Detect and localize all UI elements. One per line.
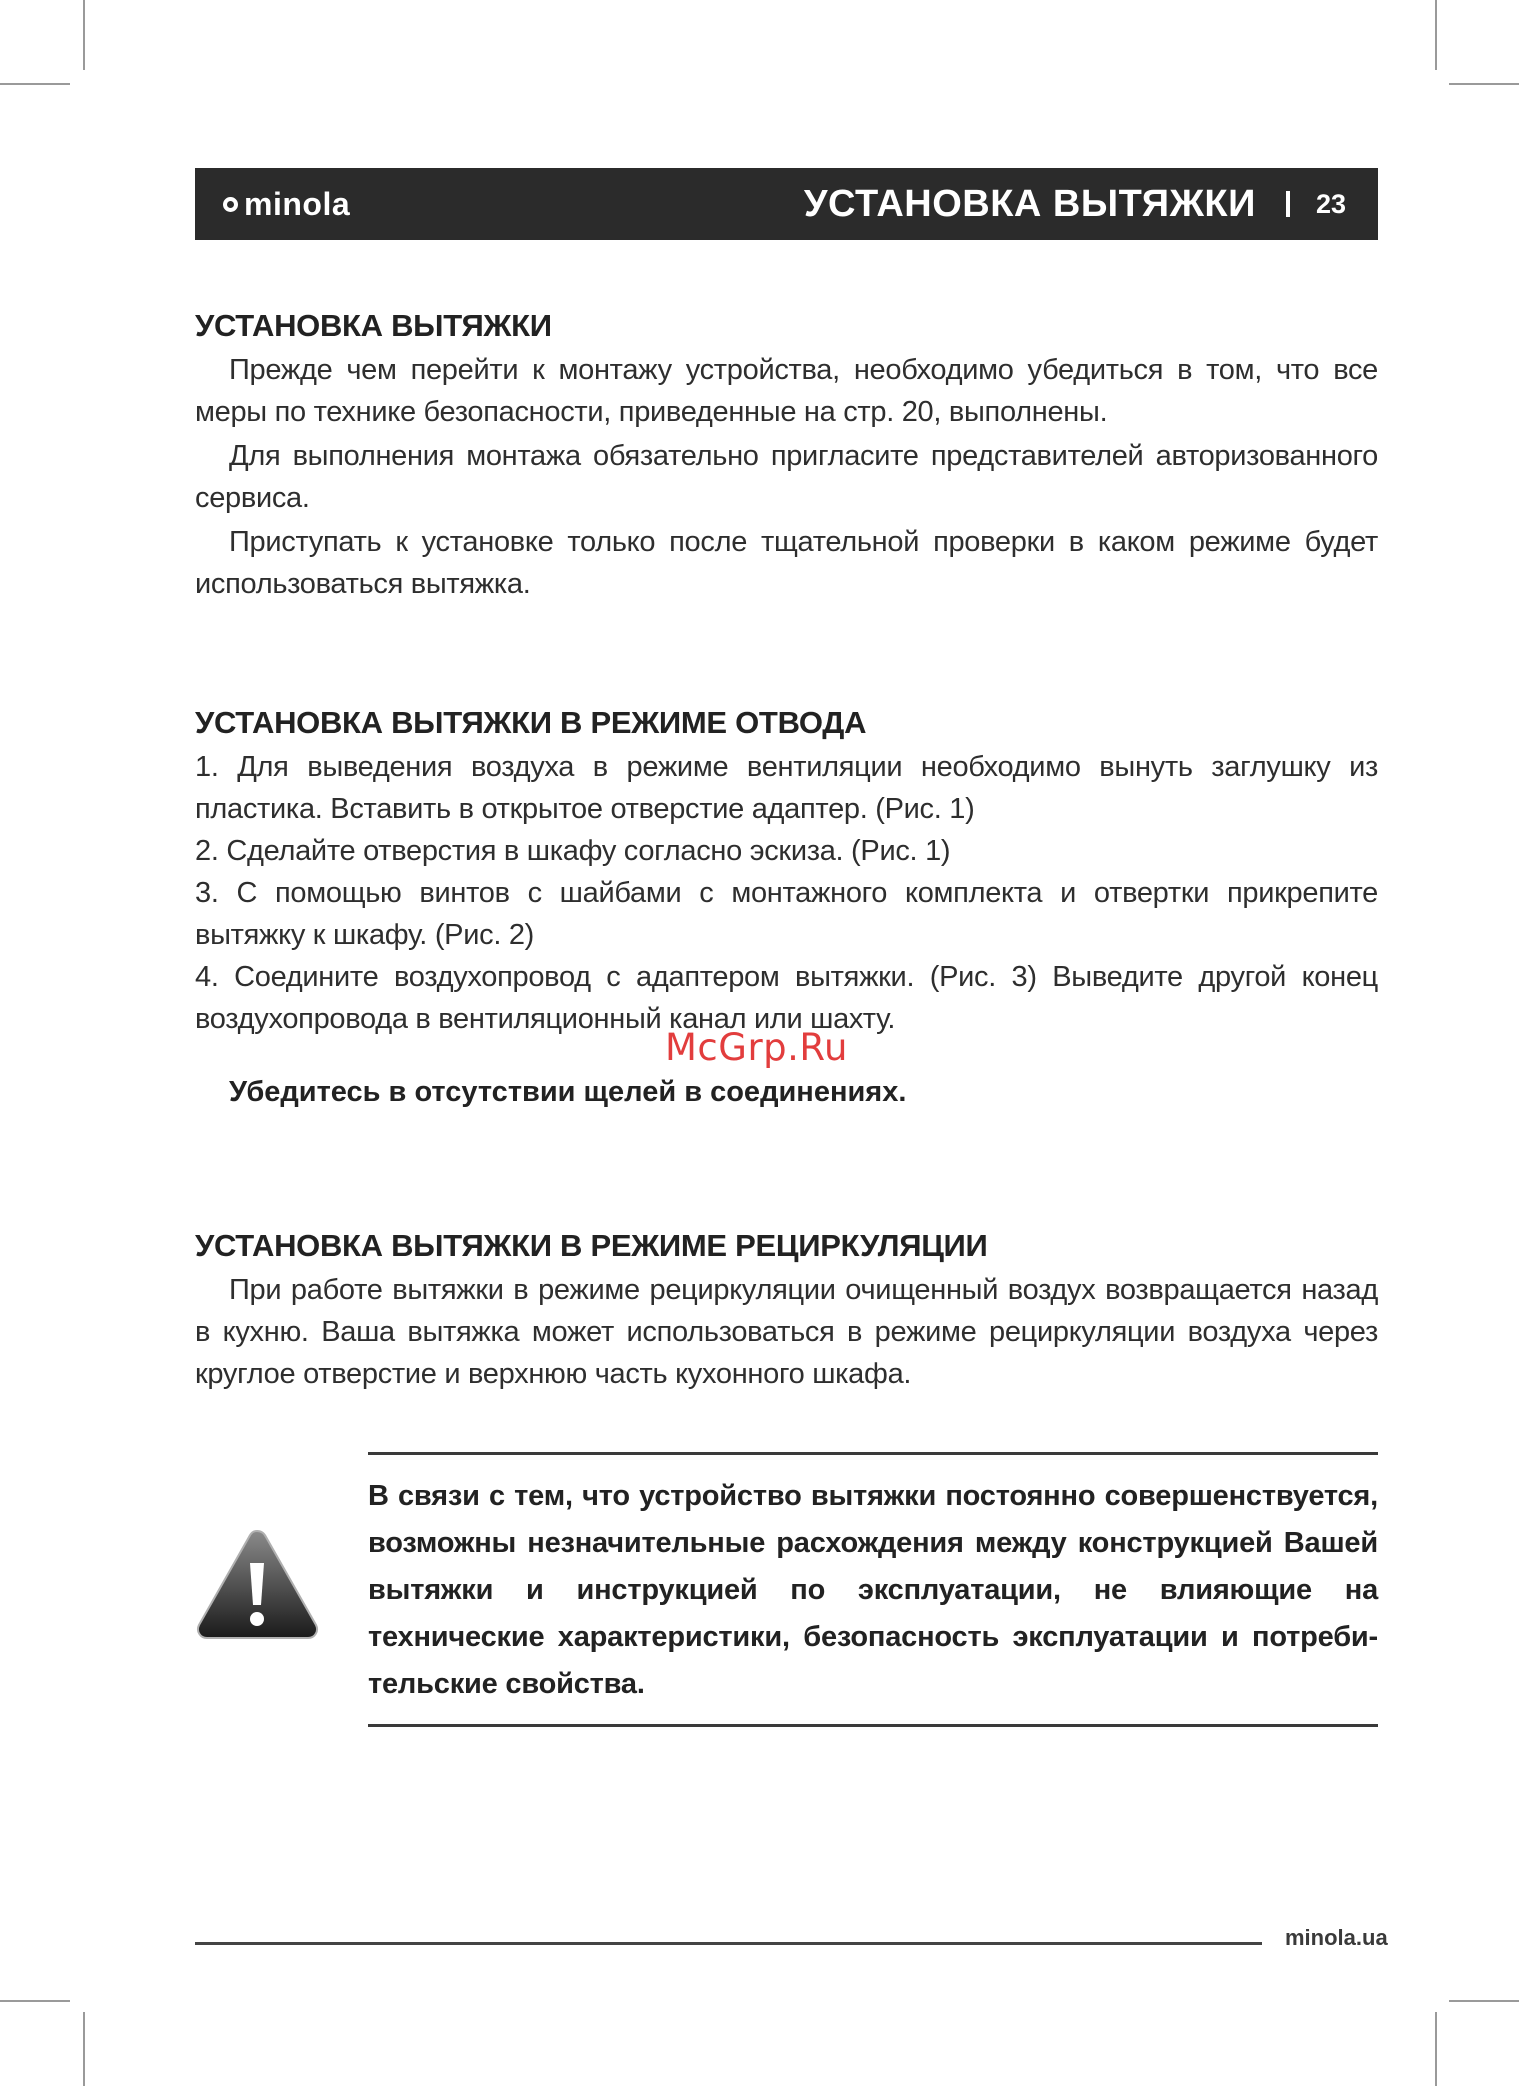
section-heading: УСТАНОВКА ВЫТЯЖКИ В РЕЖИМЕ РЕЦИРКУЛЯЦИИ: [195, 1228, 988, 1263]
paragraph: Прежде чем перейти к монтажу устройства, необходимо убедиться в том, что все меры по технике безопасности, приведенные на стр. 20, выполнены.: [195, 354, 1378, 428]
crop-mark: [0, 2000, 70, 2002]
logo-circle-icon: [223, 197, 238, 212]
paragraph: Для выполнения монтажа обязательно пригласите представителей авторизованного сервиса.: [195, 440, 1378, 514]
page-title: УСТАНОВКА ВЫТЯЖКИ: [803, 182, 1256, 225]
crop-mark: [1449, 83, 1519, 85]
footer-website: minola.ua: [1285, 1925, 1388, 1950]
step-item: 3. С помощью винтов с шайбами с монтажного комплекта и отвертки прикрепите вытяжку к шкафу. (Рис. 2): [195, 877, 1378, 951]
crop-mark: [1435, 0, 1437, 70]
section-heading: УСТАНОВКА ВЫТЯЖКИ: [195, 308, 552, 343]
page-header: [195, 168, 1378, 240]
step-item: 1. Для выведения воздуха в режиме вентиляции необходимо вынуть заглушку из пластика. Вставить в открытое отверстие адаптер. (Рис. 1): [195, 751, 1378, 825]
crop-mark: [1449, 2000, 1519, 2002]
footer-rule: [195, 1942, 1262, 1945]
crop-mark: [1435, 2012, 1437, 2086]
crop-mark: [0, 83, 70, 85]
header-right: [804, 168, 1346, 240]
watermark: McGrp.Ru: [665, 1026, 848, 1069]
joint-note: Убедитесь в отсутствии щелей в соединениях.: [229, 1076, 907, 1108]
crop-mark: [83, 0, 85, 70]
warning-box: [368, 1452, 1378, 1727]
warning-triangle-icon: [195, 1527, 320, 1642]
section-installation: [195, 307, 1378, 605]
step-item: 2. Сделайте отверстия в шкафу согласно эскиза. (Рис. 1): [195, 835, 951, 867]
step-item: 4. Соедините воздухопровод с адаптером вытяжки. (Рис. 3) Выведите другой конец воздухопровода в вентиляционный канал или шахту.: [195, 961, 1378, 1035]
paragraph: При работе вытяжки в режиме рециркуляции очищенный воздух возвращается назад в кухню. Ваша вытяжка может использоваться в режиме рециркуляции воздуха через круглое отверстие и верхнюю часть кухонного шкафа.: [195, 1274, 1378, 1390]
section-heading: УСТАНОВКА ВЫТЯЖКИ В РЕЖИМЕ ОТВОДА: [195, 705, 867, 740]
logo-text: minola: [244, 185, 351, 222]
brand-logo: [223, 168, 350, 240]
header-separator: [1286, 191, 1290, 217]
page-number: 23: [1315, 188, 1346, 219]
paragraph: Приступать к установке только после тщательной проверки в каком режиме будет использоваться вытяжка.: [195, 526, 1378, 600]
crop-mark: [83, 2012, 85, 2086]
warning-text: В связи с тем, что устройство вытяжки постоянно совершенствуется, возможны незначительные расхождения между конструкцией Вашей вытяжки и инструкцией по эксплуатации, не влияющие на технические характеристики, безопасность эксплуатации и потреби-тельские свойства.: [368, 1480, 1378, 1700]
section-recirculation-mode: [195, 1227, 1378, 1395]
